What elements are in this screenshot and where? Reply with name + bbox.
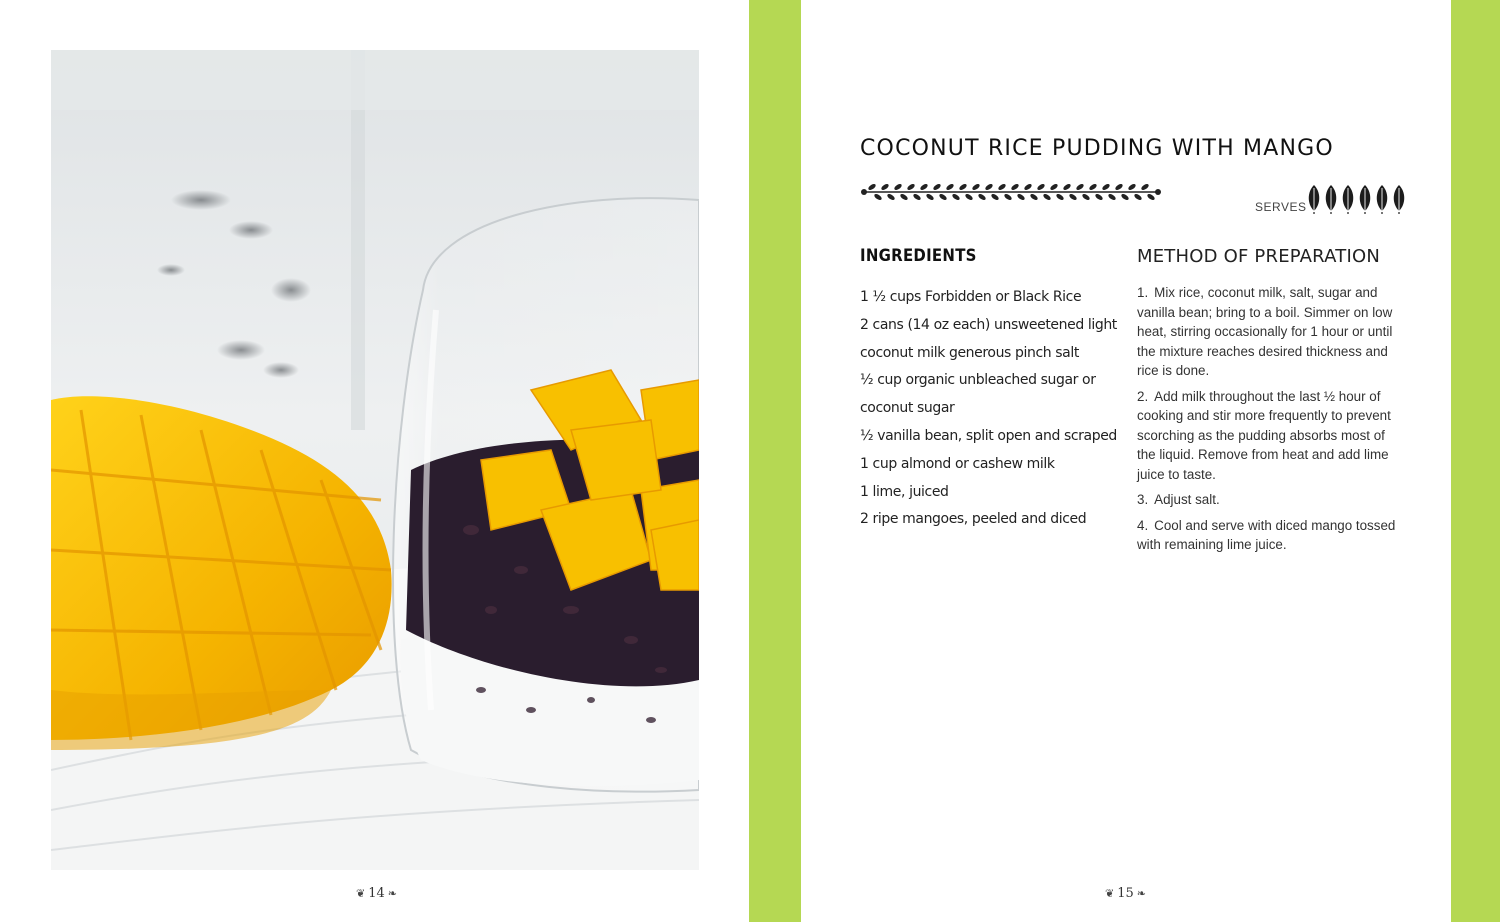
method-step	[1137, 283, 1407, 381]
photo-illustration	[51, 50, 699, 870]
leaf-icon	[1340, 184, 1356, 214]
page-number	[1105, 886, 1146, 901]
leaf-icon	[1306, 184, 1322, 214]
method-steps	[1137, 283, 1407, 561]
method-step	[1137, 490, 1407, 510]
leaf-icon	[1323, 184, 1339, 214]
step-number: 1.	[1137, 285, 1149, 300]
serves-label: SERVES	[1255, 200, 1307, 214]
ingredient-item: ½ vanilla bean, split open and scraped	[860, 427, 1117, 444]
step-text: Add milk throughout the last ½ hour of cooking and stir more frequently to prevent scorching as the pudding absorbs most of the liquid. Remove from heat and add lime juice to taste.	[1137, 388, 1391, 482]
page-ornament-icon: ❧	[1136, 887, 1146, 900]
ingredient-item: 1 ½ cups Forbidden or Black Rice	[860, 289, 1082, 305]
page-number-text: 15	[1117, 886, 1134, 901]
page-ornament-icon: ❧	[387, 887, 397, 900]
ingredients-heading: INGREDIENTS	[860, 246, 977, 266]
leaf-icon	[1391, 184, 1407, 214]
step-number: 2.	[1137, 388, 1149, 404]
ingredient-item: ½ cup organic unbleached sugar or coconut sugar	[860, 372, 1096, 417]
page-number	[356, 886, 397, 901]
step-number: 3.	[1137, 492, 1149, 507]
page-ornament-icon: ❦	[1105, 887, 1115, 900]
ingredient-item: 2 cans (14 oz each) unsweetened light coconut milk generous pinch salt	[860, 316, 1117, 361]
vine-divider-icon	[858, 180, 1164, 204]
page-number-text: 14	[368, 886, 385, 901]
step-text: Adjust salt.	[1154, 492, 1220, 507]
ingredients-list	[860, 284, 1122, 534]
left-page	[0, 0, 749, 922]
page-ornament-icon: ❦	[356, 887, 366, 900]
leaf-icon	[1374, 184, 1390, 214]
mango-rice-pudding-photo	[51, 50, 699, 870]
ingredient-item: 1 cup almond or cashew milk	[860, 455, 1055, 472]
step-text: Mix rice, coconut milk, salt, sugar and vanilla bean; bring to a boil. Simmer on low heat, stirring occasionally for 1 hour or until the mixture reaches desired thickness and rice is done.	[1137, 285, 1393, 378]
ingredient-item: 2 ripe mangoes, peeled and diced	[860, 511, 1087, 528]
method-step	[1137, 387, 1407, 485]
step-number: 4.	[1137, 517, 1149, 533]
right-page	[749, 0, 1500, 922]
step-text: Cool and serve with diced mango tossed with remaining lime juice.	[1137, 517, 1396, 552]
recipe-title: COCONUT RICE PUDDING WITH MANGO	[860, 136, 1334, 161]
leaf-icon	[1357, 184, 1373, 214]
recipe-panel	[801, 0, 1451, 922]
serves-leaf-icons	[1306, 184, 1407, 214]
method-step	[1137, 516, 1407, 555]
method-heading: METHOD OF PREPARATION	[1137, 246, 1381, 267]
ingredient-item: 1 lime, juiced	[860, 483, 949, 500]
